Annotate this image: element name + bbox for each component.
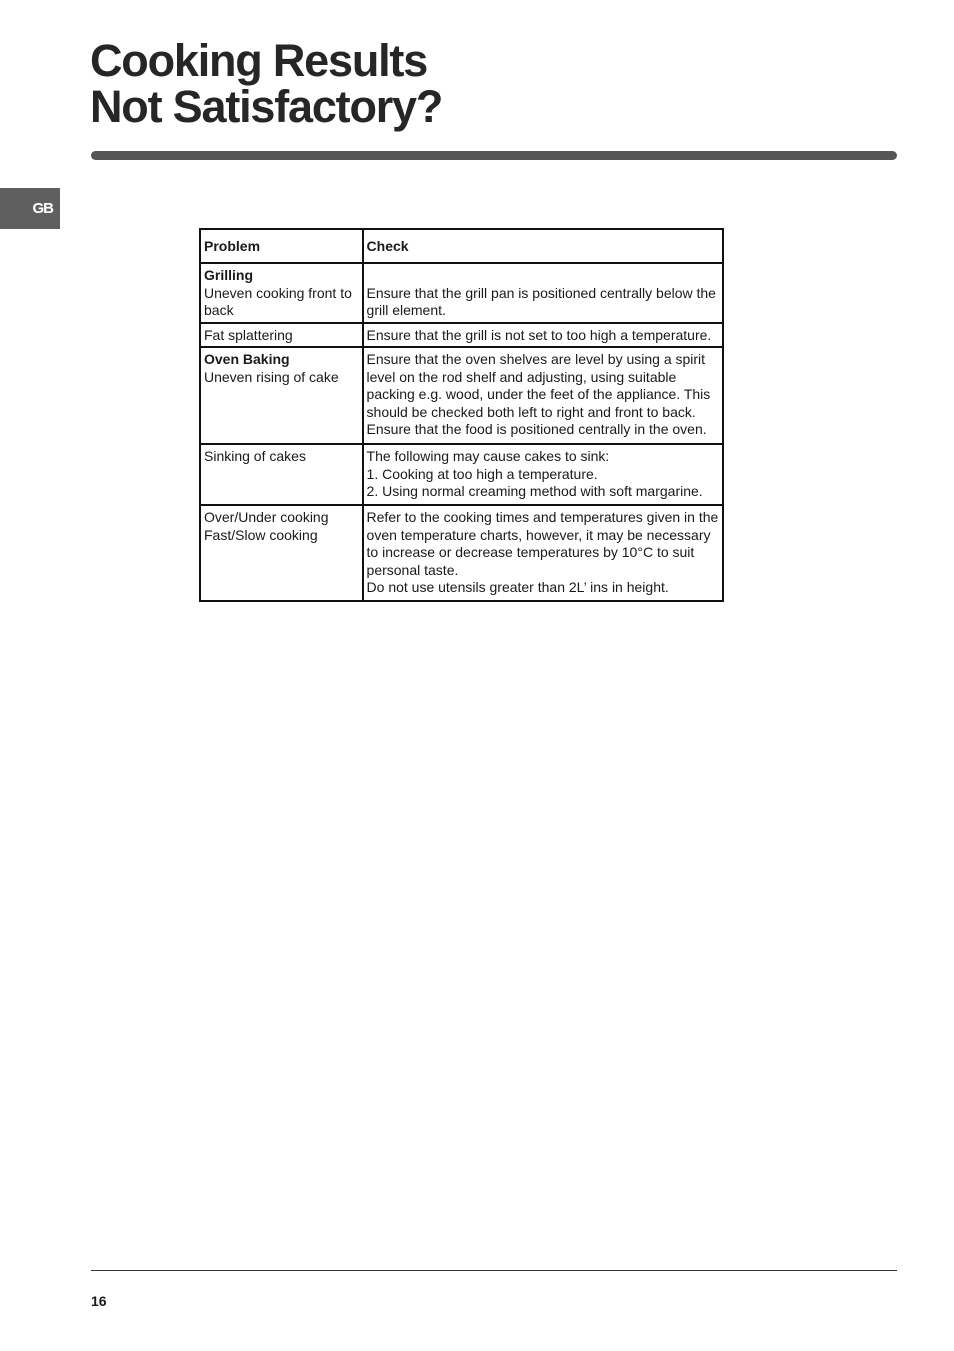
title-divider — [91, 151, 897, 160]
check-text: Ensure that the food is positioned centrally in the oven. — [366, 421, 707, 437]
problem-text: Uneven cooking front to back — [204, 284, 352, 318]
check-text: Do not use utensils greater than 2L’ ins in height. — [366, 579, 669, 595]
troubleshooting-table — [199, 228, 724, 602]
table-row — [200, 505, 723, 601]
check-text: Refer to the cooking times and temperatures given in the oven temperature charts, however, it may be necessary to increase or decrease temperatures by 10°C to suit personal taste. — [366, 509, 719, 578]
header-problem: Problem — [200, 229, 363, 263]
problem-cell — [200, 323, 363, 348]
table-row — [200, 444, 723, 505]
footer-divider — [91, 1270, 897, 1271]
page-title-line-2: Not Satisfactory? — [90, 81, 443, 132]
table-row — [200, 263, 723, 323]
problem-cell — [200, 505, 363, 601]
page-title — [90, 35, 443, 132]
check-cell — [363, 263, 723, 323]
problem-text: Fat splattering — [204, 326, 293, 343]
check-cell — [363, 347, 723, 444]
header-check: Check — [363, 229, 723, 263]
problem-text: Fast/Slow cooking — [204, 526, 318, 543]
check-cell — [363, 444, 723, 505]
page-title-line-1: Cooking Results — [90, 35, 428, 86]
problem-category: Oven Baking — [204, 351, 290, 367]
check-text: Ensure that the oven shelves are level by using a spirit level on the rod shelf and adjusting, using suitable packing e.g. wood, under the feet of the appliance. This should be checked both left to right and front to back. — [366, 351, 711, 420]
table-header-row — [200, 229, 723, 263]
problem-cell — [200, 347, 363, 444]
check-text: 1. Cooking at too high a temperature. — [366, 465, 598, 482]
problem-text: Uneven rising of cake — [204, 368, 339, 385]
check-cell — [363, 505, 723, 601]
language-tab: GB — [0, 188, 60, 229]
page-number: 16 — [91, 1293, 107, 1309]
problem-category: Grilling — [204, 267, 253, 283]
problem-cell — [200, 444, 363, 505]
check-text: Ensure that the grill is not set to too high a temperature. — [366, 326, 712, 343]
table-row — [200, 323, 723, 348]
check-text: Ensure that the grill pan is positioned centrally below the grill element. — [366, 284, 716, 318]
check-text: The following may cause cakes to sink: — [366, 448, 610, 464]
problem-text: Sinking of cakes — [204, 448, 306, 464]
check-text: 2. Using normal creaming method with soft margarine. — [366, 483, 703, 499]
problem-cell — [200, 263, 363, 323]
check-cell — [363, 323, 723, 348]
table-row — [200, 347, 723, 444]
problem-text: Over/Under cooking — [204, 509, 329, 525]
